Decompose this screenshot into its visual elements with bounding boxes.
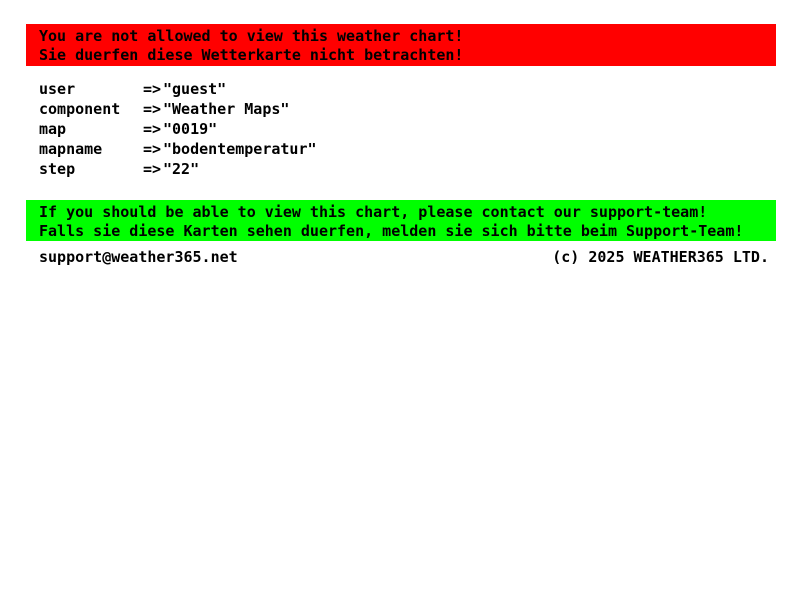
error-banner (26, 24, 776, 66)
arrow-symbol: => (143, 160, 162, 178)
detail-row-step (39, 159, 317, 179)
support-banner (26, 200, 776, 241)
detail-value: "0019" (163, 120, 218, 138)
detail-key: component (39, 100, 121, 118)
support-email: support@weather365.net (39, 248, 238, 266)
detail-value: "bodentemperatur" (163, 140, 317, 158)
support-message-de: Falls sie diese Karten sehen duerfen, melden sie sich bitte beim Support-Team! (39, 222, 744, 240)
arrow-symbol: => (143, 80, 162, 98)
arrow-symbol: => (143, 120, 162, 138)
request-details (39, 79, 317, 179)
detail-value: "Weather Maps" (163, 100, 290, 118)
detail-value: "guest" (163, 80, 227, 98)
error-message-en: You are not allowed to view this weather chart! (39, 27, 464, 45)
detail-row-user (39, 79, 317, 99)
detail-row-map (39, 119, 317, 139)
arrow-symbol: => (143, 100, 162, 118)
detail-key: user (39, 80, 76, 98)
detail-key: mapname (39, 140, 103, 158)
copyright-text: (c) 2025 WEATHER365 LTD. (552, 248, 769, 266)
detail-row-mapname (39, 139, 317, 159)
detail-key: step (39, 160, 76, 178)
footer (39, 248, 769, 267)
detail-row-component (39, 99, 317, 119)
detail-key: map (39, 120, 67, 138)
support-message-en: If you should be able to view this chart, please contact our support-team! (39, 203, 708, 221)
arrow-symbol: => (143, 140, 162, 158)
detail-value: "22" (163, 160, 200, 178)
error-message-de: Sie duerfen diese Wetterkarte nicht betrachten! (39, 46, 464, 64)
